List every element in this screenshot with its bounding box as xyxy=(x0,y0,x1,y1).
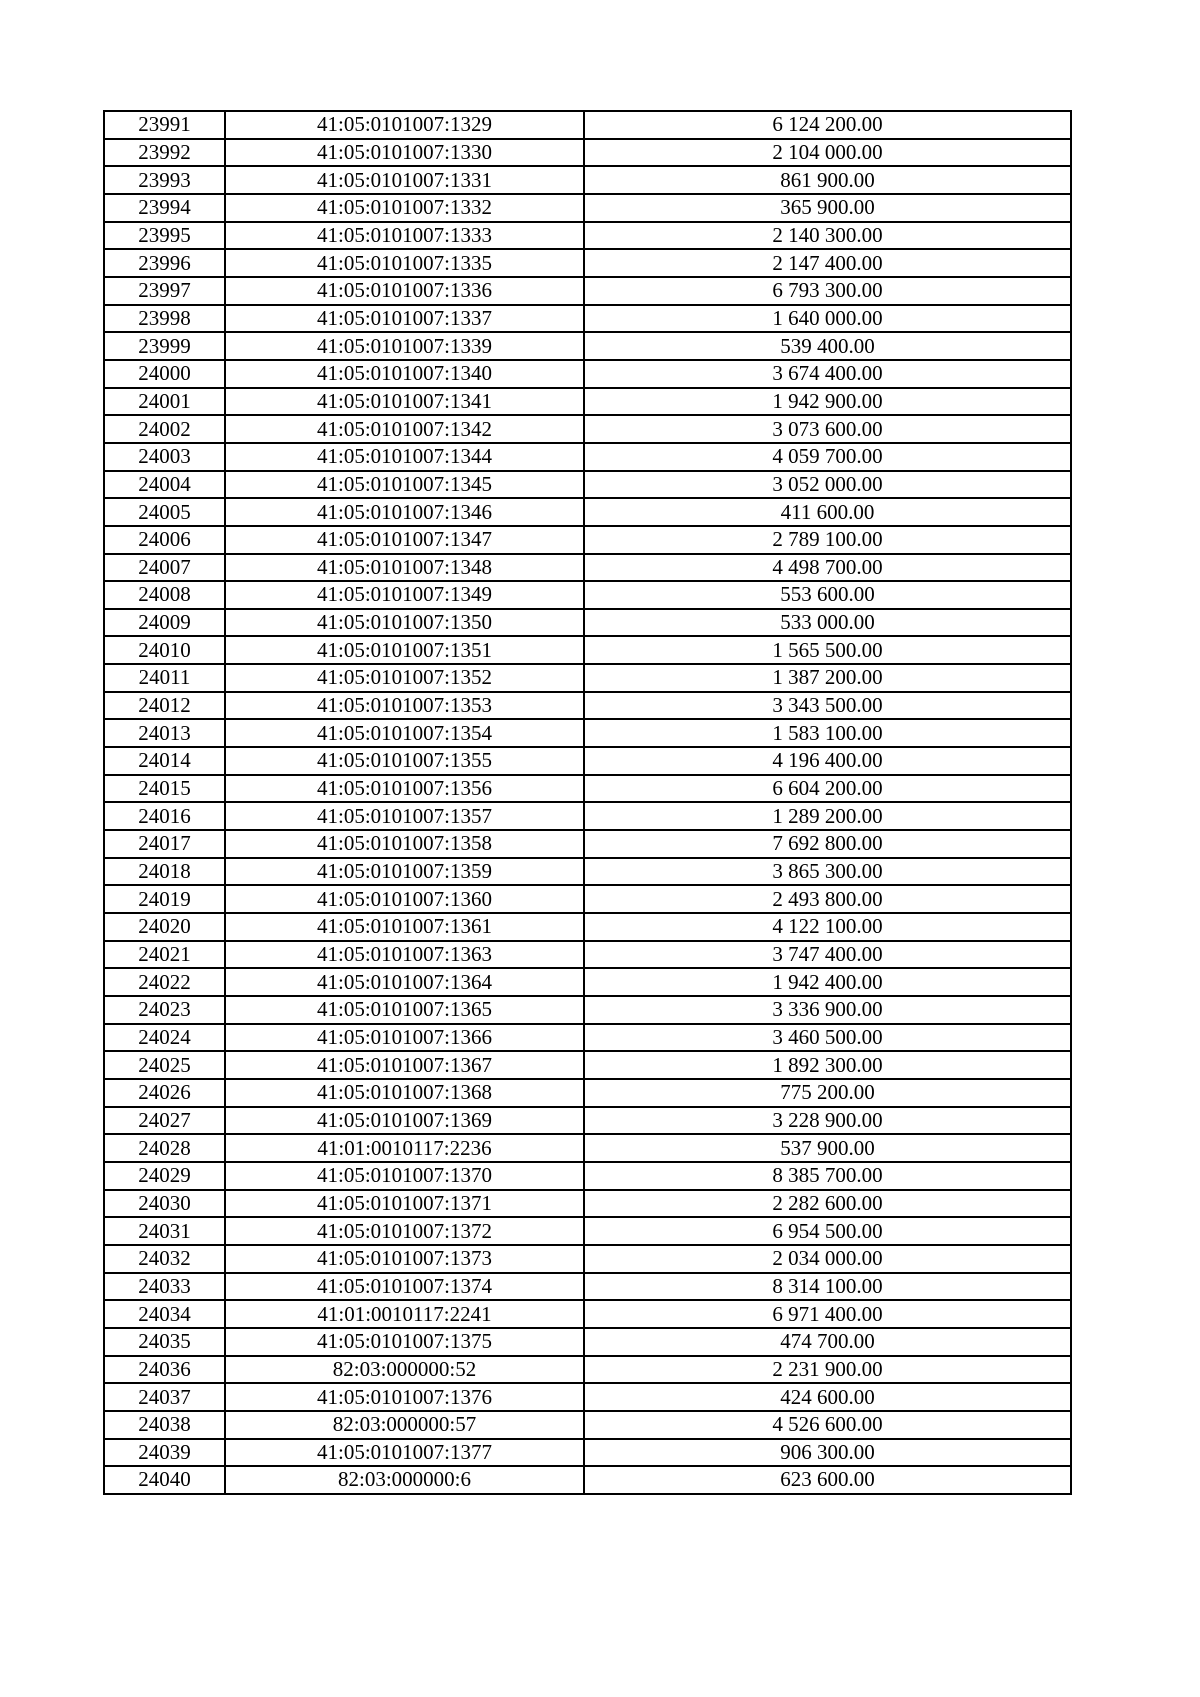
table-row xyxy=(104,996,1071,1024)
cadastral-number-cell: 41:05:0101007:1341 xyxy=(225,388,584,416)
table-row xyxy=(104,941,1071,969)
table-row xyxy=(104,249,1071,277)
cadastral-number-cell: 41:05:0101007:1352 xyxy=(225,664,584,692)
cadastral-number-cell: 41:05:0101007:1344 xyxy=(225,443,584,471)
cadastral-number-cell: 41:05:0101007:1363 xyxy=(225,941,584,969)
row-number-cell: 24013 xyxy=(104,719,225,747)
table-row xyxy=(104,166,1071,194)
cadastral-value-cell: 2 104 000.00 xyxy=(584,139,1071,167)
table-row xyxy=(104,775,1071,803)
cadastral-value-cell: 4 122 100.00 xyxy=(584,913,1071,941)
cadastral-value-cell: 539 400.00 xyxy=(584,332,1071,360)
row-number-cell: 24025 xyxy=(104,1051,225,1079)
row-number-cell: 24040 xyxy=(104,1466,225,1494)
row-number-cell: 24007 xyxy=(104,554,225,582)
table-row xyxy=(104,1245,1071,1273)
cadastral-number-cell: 41:05:0101007:1339 xyxy=(225,332,584,360)
row-number-cell: 24035 xyxy=(104,1328,225,1356)
cadastral-number-cell: 41:05:0101007:1374 xyxy=(225,1273,584,1301)
cadastral-value-cell: 411 600.00 xyxy=(584,498,1071,526)
cadastral-value-cell: 553 600.00 xyxy=(584,581,1071,609)
row-number-cell: 24018 xyxy=(104,858,225,886)
table-row xyxy=(104,360,1071,388)
cadastral-value-cell: 6 604 200.00 xyxy=(584,775,1071,803)
cadastral-number-cell: 41:05:0101007:1335 xyxy=(225,249,584,277)
cadastral-value-cell: 1 942 900.00 xyxy=(584,388,1071,416)
cadastral-value-cell: 1 892 300.00 xyxy=(584,1051,1071,1079)
cadastral-value-cell: 533 000.00 xyxy=(584,609,1071,637)
table-row xyxy=(104,830,1071,858)
cadastral-value-cell: 2 034 000.00 xyxy=(584,1245,1071,1273)
cadastral-value-cell: 3 865 300.00 xyxy=(584,858,1071,886)
table-row xyxy=(104,498,1071,526)
cadastral-number-cell: 41:05:0101007:1370 xyxy=(225,1162,584,1190)
row-number-cell: 24022 xyxy=(104,968,225,996)
table-row xyxy=(104,139,1071,167)
row-number-cell: 24006 xyxy=(104,526,225,554)
cadastral-number-cell: 41:05:0101007:1360 xyxy=(225,885,584,913)
cadastral-value-cell: 365 900.00 xyxy=(584,194,1071,222)
cadastral-value-cell: 3 052 000.00 xyxy=(584,471,1071,499)
cadastral-value-cell: 6 793 300.00 xyxy=(584,277,1071,305)
row-number-cell: 23991 xyxy=(104,111,225,139)
cadastral-value-cell: 1 583 100.00 xyxy=(584,719,1071,747)
row-number-cell: 24003 xyxy=(104,443,225,471)
table-row xyxy=(104,913,1071,941)
table-row xyxy=(104,802,1071,830)
cadastral-value-cell: 8 314 100.00 xyxy=(584,1273,1071,1301)
row-number-cell: 23992 xyxy=(104,139,225,167)
cadastral-value-cell: 7 692 800.00 xyxy=(584,830,1071,858)
cadastral-value-cell: 3 747 400.00 xyxy=(584,941,1071,969)
cadastral-number-cell: 41:05:0101007:1349 xyxy=(225,581,584,609)
cadastral-value-cell: 861 900.00 xyxy=(584,166,1071,194)
table-row xyxy=(104,1107,1071,1135)
cadastral-number-cell: 41:05:0101007:1346 xyxy=(225,498,584,526)
cadastral-number-cell: 41:05:0101007:1368 xyxy=(225,1079,584,1107)
cadastral-number-cell: 41:05:0101007:1337 xyxy=(225,305,584,333)
table-row xyxy=(104,664,1071,692)
cadastral-number-cell: 41:05:0101007:1345 xyxy=(225,471,584,499)
row-number-cell: 24005 xyxy=(104,498,225,526)
cadastral-value-cell: 3 460 500.00 xyxy=(584,1024,1071,1052)
row-number-cell: 24029 xyxy=(104,1162,225,1190)
table-body xyxy=(104,111,1071,1494)
row-number-cell: 24016 xyxy=(104,802,225,830)
cadastral-value-cell: 4 526 600.00 xyxy=(584,1411,1071,1439)
table-row xyxy=(104,305,1071,333)
cadastral-number-cell: 41:05:0101007:1373 xyxy=(225,1245,584,1273)
cadastral-number-cell: 41:05:0101007:1350 xyxy=(225,609,584,637)
cadastral-value-cell: 474 700.00 xyxy=(584,1328,1071,1356)
table-row xyxy=(104,415,1071,443)
cadastral-number-cell: 41:05:0101007:1358 xyxy=(225,830,584,858)
row-number-cell: 24037 xyxy=(104,1383,225,1411)
cadastral-number-cell: 82:03:000000:52 xyxy=(225,1356,584,1384)
cadastral-number-cell: 41:05:0101007:1372 xyxy=(225,1217,584,1245)
cadastral-number-cell: 41:05:0101007:1359 xyxy=(225,858,584,886)
table-row xyxy=(104,332,1071,360)
cadastral-number-cell: 41:05:0101007:1361 xyxy=(225,913,584,941)
cadastral-number-cell: 41:05:0101007:1355 xyxy=(225,747,584,775)
table-row xyxy=(104,719,1071,747)
table-row xyxy=(104,1190,1071,1218)
cadastral-number-cell: 41:05:0101007:1369 xyxy=(225,1107,584,1135)
cadastral-value-cell: 3 228 900.00 xyxy=(584,1107,1071,1135)
cadastral-value-cell: 1 942 400.00 xyxy=(584,968,1071,996)
cadastral-value-cell: 4 498 700.00 xyxy=(584,554,1071,582)
table-row xyxy=(104,277,1071,305)
table-row xyxy=(104,1273,1071,1301)
row-number-cell: 24002 xyxy=(104,415,225,443)
row-number-cell: 23993 xyxy=(104,166,225,194)
cadastral-value-cell: 906 300.00 xyxy=(584,1439,1071,1467)
table-row xyxy=(104,194,1071,222)
cadastral-value-table xyxy=(103,110,1072,1495)
table-row xyxy=(104,1383,1071,1411)
cadastral-value-cell: 775 200.00 xyxy=(584,1079,1071,1107)
cadastral-value-cell: 6 971 400.00 xyxy=(584,1300,1071,1328)
cadastral-number-cell: 41:05:0101007:1376 xyxy=(225,1383,584,1411)
cadastral-number-cell: 41:05:0101007:1332 xyxy=(225,194,584,222)
table-row xyxy=(104,1328,1071,1356)
row-number-cell: 24026 xyxy=(104,1079,225,1107)
row-number-cell: 24010 xyxy=(104,636,225,664)
cadastral-number-cell: 41:01:0010117:2236 xyxy=(225,1134,584,1162)
cadastral-value-cell: 537 900.00 xyxy=(584,1134,1071,1162)
row-number-cell: 24004 xyxy=(104,471,225,499)
cadastral-value-cell: 3 336 900.00 xyxy=(584,996,1071,1024)
table-row xyxy=(104,526,1071,554)
row-number-cell: 24034 xyxy=(104,1300,225,1328)
table-row xyxy=(104,1079,1071,1107)
table-row xyxy=(104,1217,1071,1245)
table-row xyxy=(104,554,1071,582)
row-number-cell: 23995 xyxy=(104,222,225,250)
table-row xyxy=(104,692,1071,720)
row-number-cell: 24028 xyxy=(104,1134,225,1162)
row-number-cell: 24009 xyxy=(104,609,225,637)
table-row xyxy=(104,471,1071,499)
table-row xyxy=(104,111,1071,139)
cadastral-number-cell: 41:05:0101007:1336 xyxy=(225,277,584,305)
cadastral-number-cell: 41:05:0101007:1375 xyxy=(225,1328,584,1356)
cadastral-number-cell: 41:05:0101007:1367 xyxy=(225,1051,584,1079)
row-number-cell: 24020 xyxy=(104,913,225,941)
cadastral-number-cell: 41:05:0101007:1354 xyxy=(225,719,584,747)
table-row xyxy=(104,885,1071,913)
row-number-cell: 24030 xyxy=(104,1190,225,1218)
row-number-cell: 23996 xyxy=(104,249,225,277)
cadastral-number-cell: 41:05:0101007:1353 xyxy=(225,692,584,720)
table-row xyxy=(104,1439,1071,1467)
row-number-cell: 24012 xyxy=(104,692,225,720)
cadastral-number-cell: 41:05:0101007:1371 xyxy=(225,1190,584,1218)
cadastral-value-cell: 1 640 000.00 xyxy=(584,305,1071,333)
cadastral-value-cell: 2 140 300.00 xyxy=(584,222,1071,250)
table-row xyxy=(104,968,1071,996)
row-number-cell: 23994 xyxy=(104,194,225,222)
cadastral-number-cell: 82:03:000000:57 xyxy=(225,1411,584,1439)
row-number-cell: 24032 xyxy=(104,1245,225,1273)
row-number-cell: 24033 xyxy=(104,1273,225,1301)
table-row xyxy=(104,1024,1071,1052)
cadastral-value-cell: 4 059 700.00 xyxy=(584,443,1071,471)
cadastral-value-cell: 6 124 200.00 xyxy=(584,111,1071,139)
table-row xyxy=(104,1162,1071,1190)
row-number-cell: 24023 xyxy=(104,996,225,1024)
table-row xyxy=(104,1466,1071,1494)
cadastral-value-cell: 3 674 400.00 xyxy=(584,360,1071,388)
cadastral-value-cell: 2 147 400.00 xyxy=(584,249,1071,277)
table-row xyxy=(104,1300,1071,1328)
row-number-cell: 24039 xyxy=(104,1439,225,1467)
cadastral-value-cell: 1 289 200.00 xyxy=(584,802,1071,830)
cadastral-number-cell: 41:05:0101007:1366 xyxy=(225,1024,584,1052)
table-row xyxy=(104,858,1071,886)
cadastral-number-cell: 41:05:0101007:1333 xyxy=(225,222,584,250)
cadastral-number-cell: 41:05:0101007:1347 xyxy=(225,526,584,554)
row-number-cell: 24038 xyxy=(104,1411,225,1439)
cadastral-number-cell: 41:05:0101007:1330 xyxy=(225,139,584,167)
cadastral-number-cell: 41:01:0010117:2241 xyxy=(225,1300,584,1328)
table-row xyxy=(104,636,1071,664)
row-number-cell: 23997 xyxy=(104,277,225,305)
row-number-cell: 24036 xyxy=(104,1356,225,1384)
row-number-cell: 24008 xyxy=(104,581,225,609)
cadastral-number-cell: 41:05:0101007:1331 xyxy=(225,166,584,194)
cadastral-number-cell: 82:03:000000:6 xyxy=(225,1466,584,1494)
row-number-cell: 24021 xyxy=(104,941,225,969)
cadastral-number-cell: 41:05:0101007:1356 xyxy=(225,775,584,803)
cadastral-number-cell: 41:05:0101007:1340 xyxy=(225,360,584,388)
cadastral-value-cell: 8 385 700.00 xyxy=(584,1162,1071,1190)
row-number-cell: 24001 xyxy=(104,388,225,416)
cadastral-value-cell: 2 231 900.00 xyxy=(584,1356,1071,1384)
cadastral-value-cell: 623 600.00 xyxy=(584,1466,1071,1494)
table-row xyxy=(104,1134,1071,1162)
cadastral-value-cell: 424 600.00 xyxy=(584,1383,1071,1411)
row-number-cell: 24024 xyxy=(104,1024,225,1052)
cadastral-value-cell: 2 493 800.00 xyxy=(584,885,1071,913)
cadastral-number-cell: 41:05:0101007:1365 xyxy=(225,996,584,1024)
row-number-cell: 24019 xyxy=(104,885,225,913)
table-row xyxy=(104,581,1071,609)
cadastral-number-cell: 41:05:0101007:1377 xyxy=(225,1439,584,1467)
cadastral-number-cell: 41:05:0101007:1348 xyxy=(225,554,584,582)
table-row xyxy=(104,747,1071,775)
cadastral-number-cell: 41:05:0101007:1342 xyxy=(225,415,584,443)
cadastral-number-cell: 41:05:0101007:1329 xyxy=(225,111,584,139)
cadastral-value-cell: 3 343 500.00 xyxy=(584,692,1071,720)
table-row xyxy=(104,1051,1071,1079)
cadastral-number-cell: 41:05:0101007:1357 xyxy=(225,802,584,830)
cadastral-number-cell: 41:05:0101007:1364 xyxy=(225,968,584,996)
cadastral-number-cell: 41:05:0101007:1351 xyxy=(225,636,584,664)
row-number-cell: 23999 xyxy=(104,332,225,360)
table-row xyxy=(104,609,1071,637)
row-number-cell: 24027 xyxy=(104,1107,225,1135)
table-row xyxy=(104,222,1071,250)
row-number-cell: 24031 xyxy=(104,1217,225,1245)
table-row xyxy=(104,1411,1071,1439)
row-number-cell: 24011 xyxy=(104,664,225,692)
cadastral-value-cell: 4 196 400.00 xyxy=(584,747,1071,775)
cadastral-value-cell: 2 282 600.00 xyxy=(584,1190,1071,1218)
cadastral-value-cell: 6 954 500.00 xyxy=(584,1217,1071,1245)
cadastral-value-cell: 2 789 100.00 xyxy=(584,526,1071,554)
table-row xyxy=(104,443,1071,471)
row-number-cell: 24014 xyxy=(104,747,225,775)
cadastral-value-cell: 3 073 600.00 xyxy=(584,415,1071,443)
row-number-cell: 24017 xyxy=(104,830,225,858)
row-number-cell: 24015 xyxy=(104,775,225,803)
cadastral-value-cell: 1 565 500.00 xyxy=(584,636,1071,664)
table-row xyxy=(104,388,1071,416)
cadastral-value-cell: 1 387 200.00 xyxy=(584,664,1071,692)
row-number-cell: 23998 xyxy=(104,305,225,333)
row-number-cell: 24000 xyxy=(104,360,225,388)
table-row xyxy=(104,1356,1071,1384)
